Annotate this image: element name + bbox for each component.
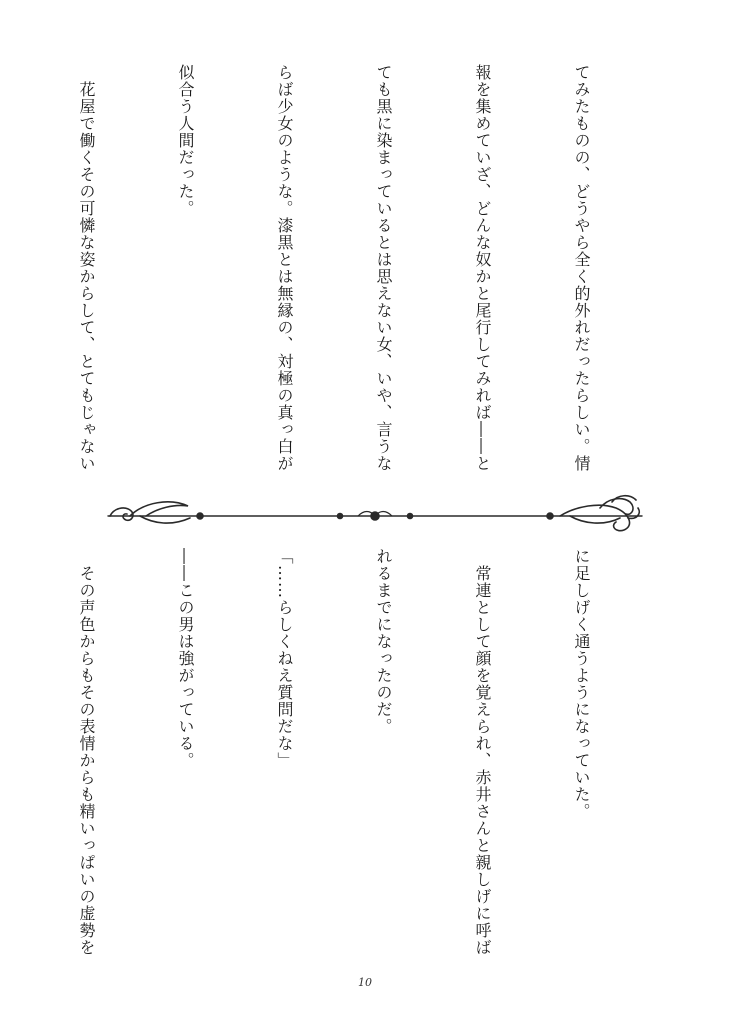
text-line: ても黒に染まっているとは思えない女、いや、言うな <box>374 64 393 472</box>
text-line: に足しげく通うようになっていた。 <box>572 548 591 820</box>
top-text-block <box>0 64 664 484</box>
text-line: らば少女のような。漆黒とは無縁の、対極の真っ白が <box>275 64 294 472</box>
page-number: 10 <box>358 976 372 989</box>
text-line: ――この男は強がっている。 <box>176 548 195 769</box>
text-line: 花屋で働くその可憐な姿からして、とてもじゃない <box>77 64 96 472</box>
text-line: 似合う人間だった。 <box>176 64 195 217</box>
text-line <box>0 548 4 958</box>
text-line: 常連として顔を覚えられ、赤井さんと親しげに呼ば <box>473 548 492 956</box>
bottom-text-block <box>0 548 664 958</box>
text-line: れるまでになったのだ。 <box>374 548 393 735</box>
ornamental-divider-icon <box>100 488 650 544</box>
text-line: 報を集めていざ、どんな奴かと尾行してみれば――と <box>473 64 492 472</box>
text-line: その声色からもその表情からも精いっぱいの虚勢を <box>77 548 96 956</box>
text-line <box>0 64 4 484</box>
text-line: 「……らしくねえ質問だな」 <box>275 548 294 769</box>
text-line: てみたものの、どうやら全く的外れだったらしい。情 <box>572 64 591 472</box>
